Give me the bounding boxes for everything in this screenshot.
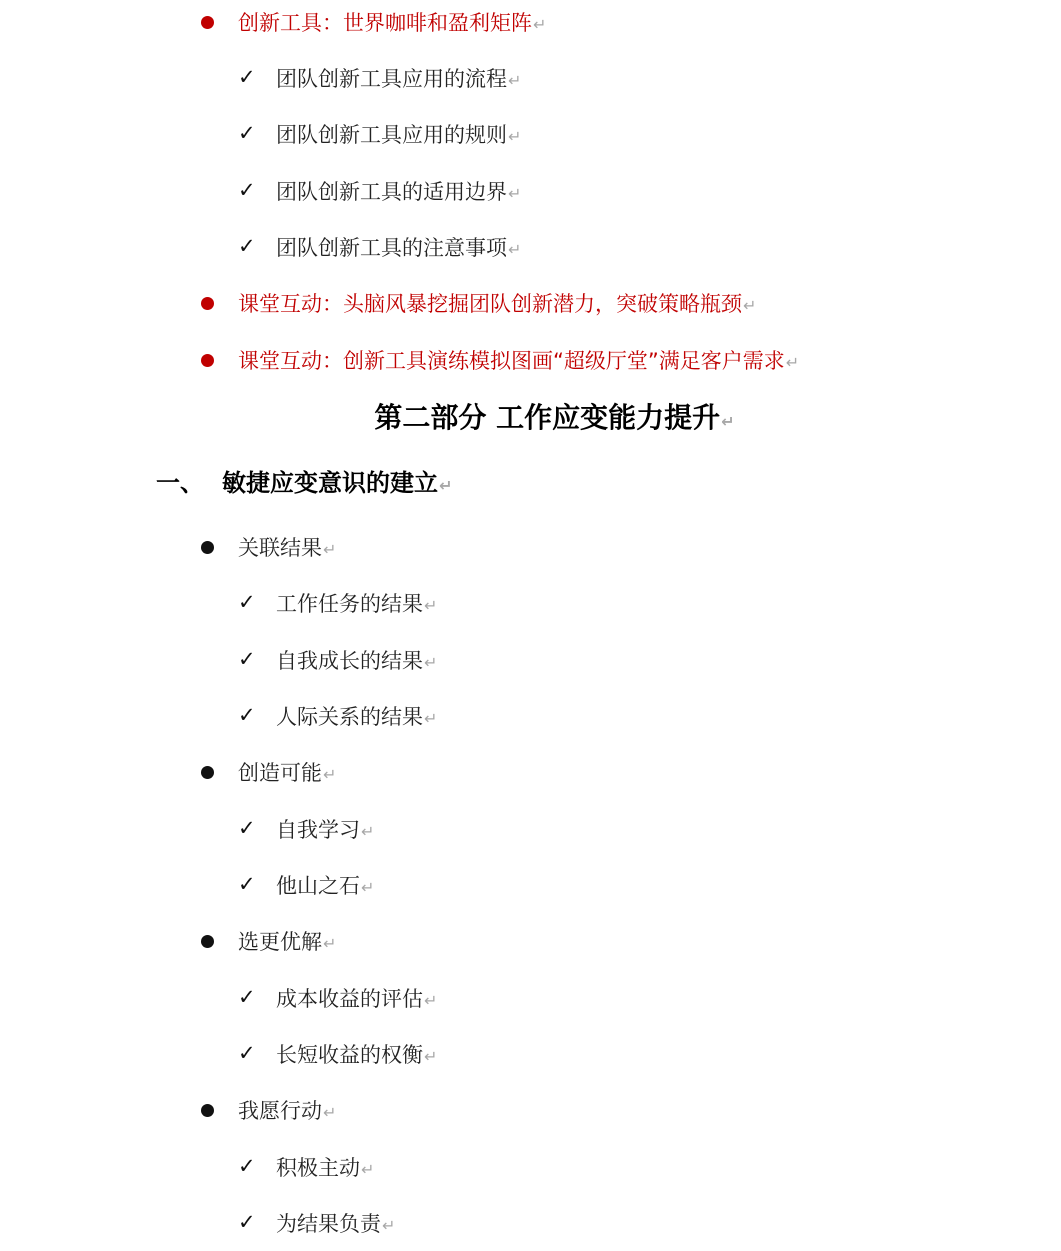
- paragraph-mark-icon: ↵: [508, 127, 522, 146]
- list-item-text: 自我学习: [276, 818, 360, 842]
- paragraph-mark-icon: ↵: [508, 71, 522, 90]
- paragraph-mark-icon: ↵: [361, 1160, 375, 1179]
- section-heading: [156, 467, 452, 502]
- list-item-text: 团队创新工具应用的流程: [276, 67, 507, 91]
- list-item-text: 工作任务的结果: [276, 592, 423, 616]
- bullet-dot-icon: [201, 541, 214, 554]
- bullet-dot-icon: [201, 935, 214, 948]
- paragraph-mark-icon: ↵: [323, 1103, 337, 1122]
- checkmark-icon: ✓: [238, 1210, 256, 1234]
- checkmark-icon: ✓: [238, 703, 256, 727]
- list-item-text: 课堂互动：创新工具演练模拟图画“超级厅堂”满足客户需求: [238, 349, 785, 373]
- paragraph-mark-icon: ↵: [424, 1047, 438, 1066]
- paragraph-mark-icon: ↵: [424, 709, 438, 728]
- list-item-text: 人际关系的结果: [276, 705, 423, 729]
- list-item-text: 创造可能: [238, 761, 322, 785]
- part-title: 第二部分 工作应变能力提升↵: [374, 401, 735, 434]
- checkmark-icon: ✓: [238, 816, 256, 840]
- list-item-text: 积极主动: [276, 1156, 360, 1180]
- paragraph-mark-icon: ↵: [508, 184, 522, 203]
- paragraph-mark-icon: ↵: [533, 15, 547, 34]
- checkmark-icon: ✓: [238, 121, 256, 145]
- checkmark-icon: ✓: [238, 1041, 256, 1065]
- paragraph-mark-icon: ↵: [424, 991, 438, 1010]
- checkmark-icon: ✓: [238, 647, 256, 671]
- list-item-text: 他山之石: [276, 874, 360, 898]
- list-item-text: 课堂互动：头脑风暴挖掘团队创新潜力，突破策略瓶颈: [238, 292, 742, 316]
- list-item-text: 为结果负责: [276, 1212, 381, 1236]
- checkmark-icon: ✓: [238, 590, 256, 614]
- section-number: 一、: [156, 469, 204, 497]
- list-item-text: 团队创新工具的注意事项: [276, 236, 507, 260]
- checkmark-icon: ✓: [238, 178, 256, 202]
- checkmark-icon: ✓: [238, 1154, 256, 1178]
- checkmark-icon: ✓: [238, 985, 256, 1009]
- paragraph-mark-icon: ↵: [361, 878, 375, 897]
- paragraph-mark-icon: ↵: [743, 296, 757, 315]
- paragraph-mark-icon: ↵: [785, 353, 800, 372]
- checkmark-icon: ✓: [238, 872, 256, 896]
- paragraph-mark-icon: ↵: [323, 540, 337, 559]
- paragraph-mark-icon: ↵: [424, 596, 438, 615]
- bullet-dot-icon: [201, 16, 214, 29]
- paragraph-mark-icon: ↵: [323, 765, 337, 784]
- list-item-text: 创新工具：世界咖啡和盈利矩阵: [238, 11, 532, 35]
- list-item-text: 关联结果: [238, 536, 322, 560]
- paragraph-mark-icon: ↵: [361, 822, 375, 841]
- bullet-dot-icon: [201, 1104, 214, 1117]
- paragraph-mark-icon: ↵: [424, 653, 438, 672]
- list-item-text: 成本收益的评估: [276, 987, 423, 1011]
- paragraph-mark-icon: ↵: [382, 1216, 396, 1235]
- list-item-text: 我愿行动: [238, 1099, 322, 1123]
- bullet-dot-icon: [201, 766, 214, 779]
- list-item-text: 长短收益的权衡: [276, 1043, 423, 1067]
- list-item-text: 选更优解: [238, 930, 322, 954]
- list-item-text: 团队创新工具应用的规则: [276, 123, 507, 147]
- paragraph-mark-icon: ↵: [721, 412, 735, 431]
- checkmark-icon: ✓: [238, 234, 256, 258]
- section-title: 敏捷应变意识的建立: [222, 469, 438, 497]
- bullet-dot-icon: [201, 297, 214, 310]
- paragraph-mark-icon: ↵: [323, 934, 337, 953]
- paragraph-mark-icon: ↵: [508, 240, 522, 259]
- list-item-text: 自我成长的结果: [276, 649, 423, 673]
- paragraph-mark-icon: ↵: [439, 476, 453, 495]
- bullet-dot-icon: [201, 354, 214, 367]
- list-item-text: 团队创新工具的适用边界: [276, 180, 507, 204]
- checkmark-icon: ✓: [238, 65, 256, 89]
